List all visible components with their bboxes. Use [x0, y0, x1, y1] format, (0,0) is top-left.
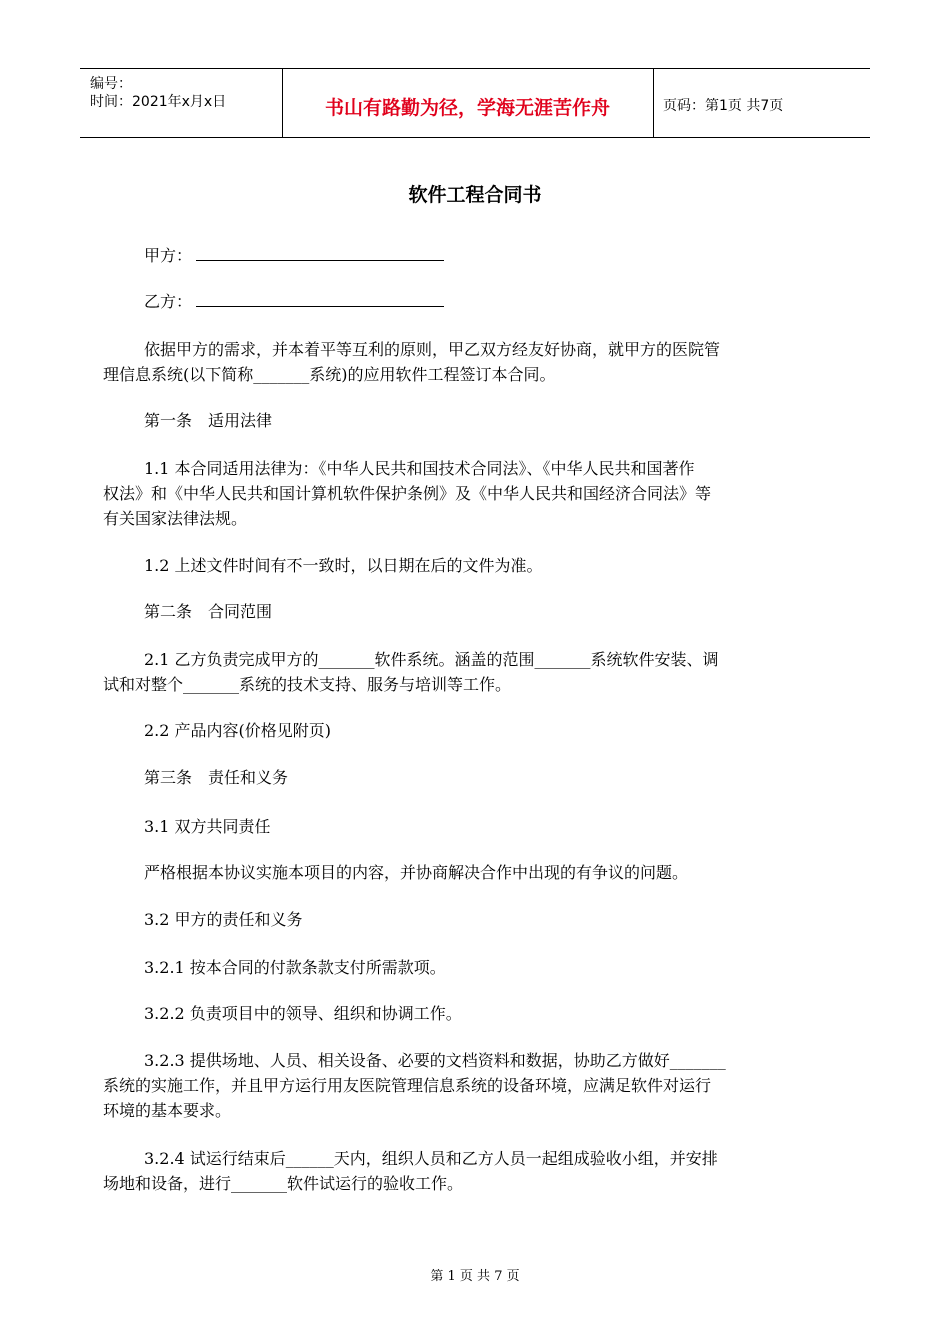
- body-line: 1.2 上述文件时间有不一致时，以日期在后的文件为准。: [144, 556, 543, 575]
- header-page-info: 页码：第1页 共7页: [663, 98, 784, 114]
- body-line: 3.2.1 按本合同的付款条款支付所需款项。: [144, 958, 446, 977]
- party-b-blank: [196, 292, 444, 307]
- body-line: 理信息系统(以下简称_______系统)的应用软件工程签订本合同。: [103, 365, 556, 384]
- body-line: 3.2.2 负责项目中的领导、组织和协调工作。: [144, 1004, 462, 1023]
- header-page-cell: [653, 69, 870, 137]
- body-line: 3.1 双方共同责任: [144, 817, 271, 836]
- article-heading: 第二条 合同范围: [144, 602, 273, 621]
- body-line: 3.2 甲方的责任和义务: [144, 910, 303, 929]
- header-motto-cell: [282, 69, 654, 137]
- document-date: 时间：2021年x月x日: [90, 94, 227, 110]
- header-meta-cell: [80, 69, 283, 137]
- motto-text: 书山有路勤为径，学海无涯苦作舟: [324, 97, 610, 119]
- body-line: 试和对整个_______系统的技术支持、服务与培训等工作。: [103, 675, 512, 694]
- page-footer: 第 1 页 共 7 页: [430, 1269, 520, 1284]
- body-line: 2.1 乙方负责完成甲方的_______软件系统。涵盖的范围_______系统软件安装、调: [144, 650, 719, 669]
- party-b-label: 乙方：: [144, 292, 193, 311]
- document-title: 软件工程合同书: [408, 184, 542, 206]
- party-a-line: [144, 243, 444, 266]
- article-heading: 第三条 责任和义务: [144, 768, 289, 787]
- body-line: 2.2 产品内容(价格见附页): [144, 721, 332, 740]
- header-table: [80, 68, 870, 138]
- document-number-label: 编号：: [90, 76, 132, 92]
- body-line: 3.2.3 提供场地、人员、相关设备、必要的文档资料和数据，协助乙方做好_______: [144, 1051, 726, 1070]
- article-heading: 第一条 适用法律: [144, 411, 273, 430]
- body-line: 权法》和《中华人民共和国计算机软件保护条例》及《中华人民共和国经济合同法》等: [103, 484, 712, 503]
- body-line: 3.2.4 试运行结束后______天内，组织人员和乙方人员一起组成验收小组，并安排: [144, 1149, 718, 1168]
- party-a-label: 甲方：: [144, 246, 193, 265]
- body-line: 有关国家法律法规。: [103, 509, 248, 528]
- body-line: 1.1 本合同适用法律为：《中华人民共和国技术合同法》、《中华人民共和国著作: [144, 459, 695, 478]
- body-line: 场地和设备，进行_______软件试运行的验收工作。: [103, 1174, 464, 1193]
- party-a-blank: [196, 246, 444, 261]
- body-line: 严格根据本协议实施本项目的内容，并协商解决合作中出现的有争议的问题。: [144, 863, 689, 882]
- party-b-line: [144, 289, 444, 312]
- body-line: 系统的实施工作，并且甲方运行用友医院管理信息系统的设备环境，应满足软件对运行: [103, 1076, 712, 1095]
- body-line: 环境的基本要求。: [103, 1101, 232, 1120]
- body-line: 依据甲方的需求，并本着平等互利的原则，甲乙双方经友好协商，就甲方的医院管: [144, 340, 721, 359]
